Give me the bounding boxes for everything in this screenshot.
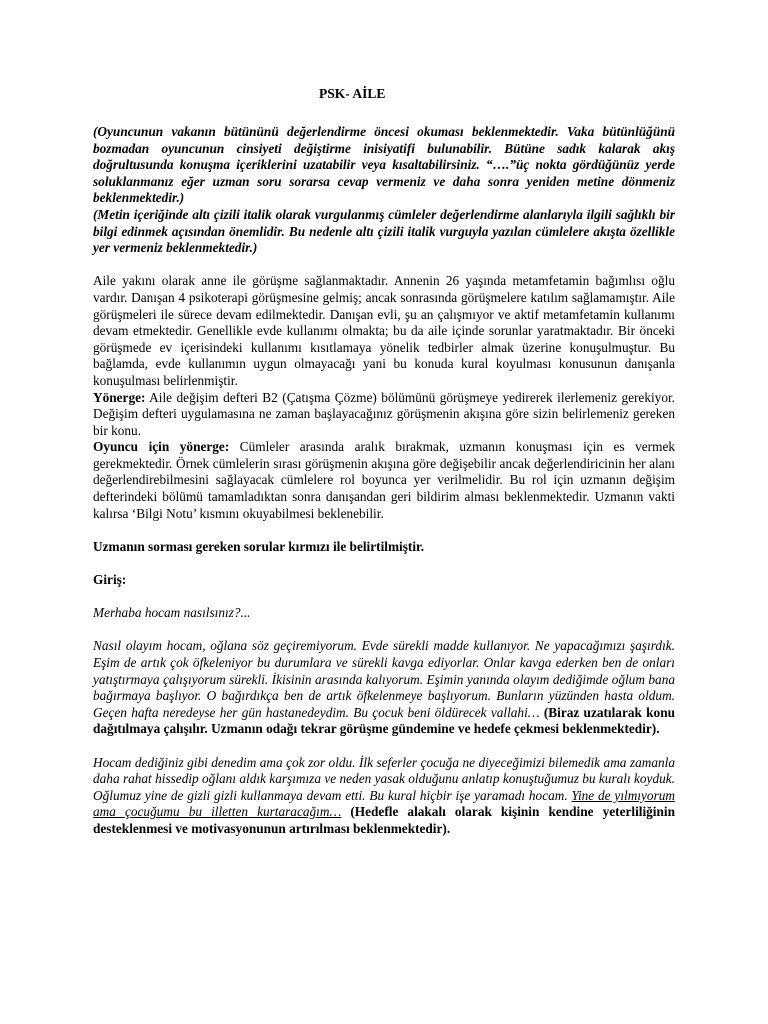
directive-label: Yönerge:: [93, 389, 146, 405]
expert-note: Uzmanın sorması gereken sorular kırmızı ile belirtilmiştir.: [93, 538, 425, 554]
document-title: PSK- AİLE: [319, 86, 386, 101]
response-2-underlined: Yine de yılmıyorum ama çocuğumu bu illetten kurtaracağım…: [93, 787, 675, 820]
player-directive-paragraph: [93, 439, 675, 522]
dialogue-greeting: Merhaba hocam nasılsınız?...: [93, 605, 251, 621]
instructions-paragraph-1: (Oyuncunun vakanın bütününü değerlendirme öncesi okuması beklenmektedir. Vaka bütünlüğünü bozmadan oyuncunun cinsiyeti değiştirme inisiyatifi bulunabilir. Bütüne sadık kalarak akış doğrultusunda konuşma içeriklerini uzatabilir veya kısaltabilirsiniz. “….”üç nokta gördüğünüz yerde soluklanmanız eğer uzman soru sorarsa cevap vermeniz ve daha sonra yeniden metine dönmeniz beklenmektedir.): [93, 124, 675, 206]
directive-text: Aile değişim defteri B2 (Çatışma Çözme) bölümünü görüşmeye yedirerek ilerlemeniz gerekiyor. Değişim defteri uygulamasına ne zaman başlayacağınız görüşmenin akışına göre sizin belirlemeniz gereken bir konu.: [93, 389, 675, 438]
dialogue-response-2: [93, 755, 675, 838]
player-directive-label: Oyuncu için yönerge:: [93, 439, 230, 455]
response-2-note: (Hedefle alakalı olarak kişinin kendine yeterliliğinin desteklenmesi ve motivasyonunun artırılması beklenmektedir).: [93, 804, 675, 836]
dialogue-response-1: [93, 638, 675, 738]
response-2-text: Hocam dediğiniz gibi denedim ama çok zor oldu. İlk seferler çocuğa ne diyeceğimizi bilemedik ama zamanla daha rahat hissedip oğlanı aldık karşımıza ve neden yasak olduğunu anlatıp konuştuğumuz bu kuralı koyduk. Oğlumuz yine de gizli gizli kullanmaya devam etti. Bu kural hiçbir işe yaramadı hocam.: [93, 754, 675, 803]
player-directive-text: Cümleler arasında aralık bırakmak, uzmanın konuşması için es vermek gerekmektedir. Örnek cümlelerin sırası görüşmenin akışına göre değişebilir ancak değerlendiricinin her alanı değerlendirebilmesini sağlayacak cümlelere rol boyunca yer verilmelidir. Bu rol için uzmanın değişim defterindeki bölümü tamamladıktan sonra danışandan geri bildirim alması beklenmektedir. Uzmanın vakti kalırsa ‘Bilgi Notu’ kısmını okuyabilmesi beklenebilir.: [93, 439, 675, 521]
response-1-note: (Biraz uzatılarak konu dağıtılmaya çalışılır. Uzmanın odağı tekrar görüşme gündemine ve hedefe çekmesi beklenmektedir).: [93, 704, 675, 737]
response-1-text: Nasıl olayım hocam, oğlana söz geçiremiyorum. Evde sürekli madde kullanıyor. Ne yapacağımızı şaşırdık. Eşim de artık çok öfkeleniyor bu durumlara ve sürekli kavga ediyorlar. Onlar kavga ederken ben de onları yatıştırmaya çalışıyorum sürekli. İkisinin arasında kalıyorum. Eşimin yanında olayım dediğimde oğlum bana bağırmaya başlıyor. O bağırdıkça ben de artık öfkelenmeye başlıyorum. Bunların yüzünden hasta oldum. Geçen hafta neredeyse her gün hastanedeydim. Bu çocuk beni öldürecek vallahi…: [93, 638, 675, 720]
case-description: Aile yakını olarak anne ile görüşme sağlanmaktadır. Annenin 26 yaşında metamfetamin bağımlısı oğlu vardır. Danışan 4 psikoterapi görüşmesine gelmiş; ancak sonrasında görüşmelere katılım sağlamamıştır. Aile görüşmeleri ile sürece devam edilmektedir. Danışan evli, şu an çalışmıyor ve aktif metamfetamin kullanımı devam etmektedir. Genellikle evde kullanımı olmakta; bu da aile içinde sorunlar yaratmaktadır. Bir önceki görüşmede ev içerisindeki kullanımı kısıtlamaya yönelik tedbirler almak üzerine konuşulmuştur. Bu bağlamda, evde kullanımın uygun olmayacağı yani bu konuda kural koyulması konusunun danışanla konuşulması belirlenmiştir.: [93, 273, 675, 388]
section-heading: Giriş:: [93, 572, 127, 588]
directive-paragraph: [93, 390, 675, 440]
instructions-paragraph-2: (Metin içeriğinde altı çizili italik olarak vurgulanmış cümleler değerlendirme alanlarıyla ilgili sağlıklı bir bilgi edinmek açısından önemlidir. Bu nedenle altı çizili italik vurguyla yazılan cümlelere akışta özellikle yer vermeniz beklenmektedir.): [93, 206, 675, 256]
